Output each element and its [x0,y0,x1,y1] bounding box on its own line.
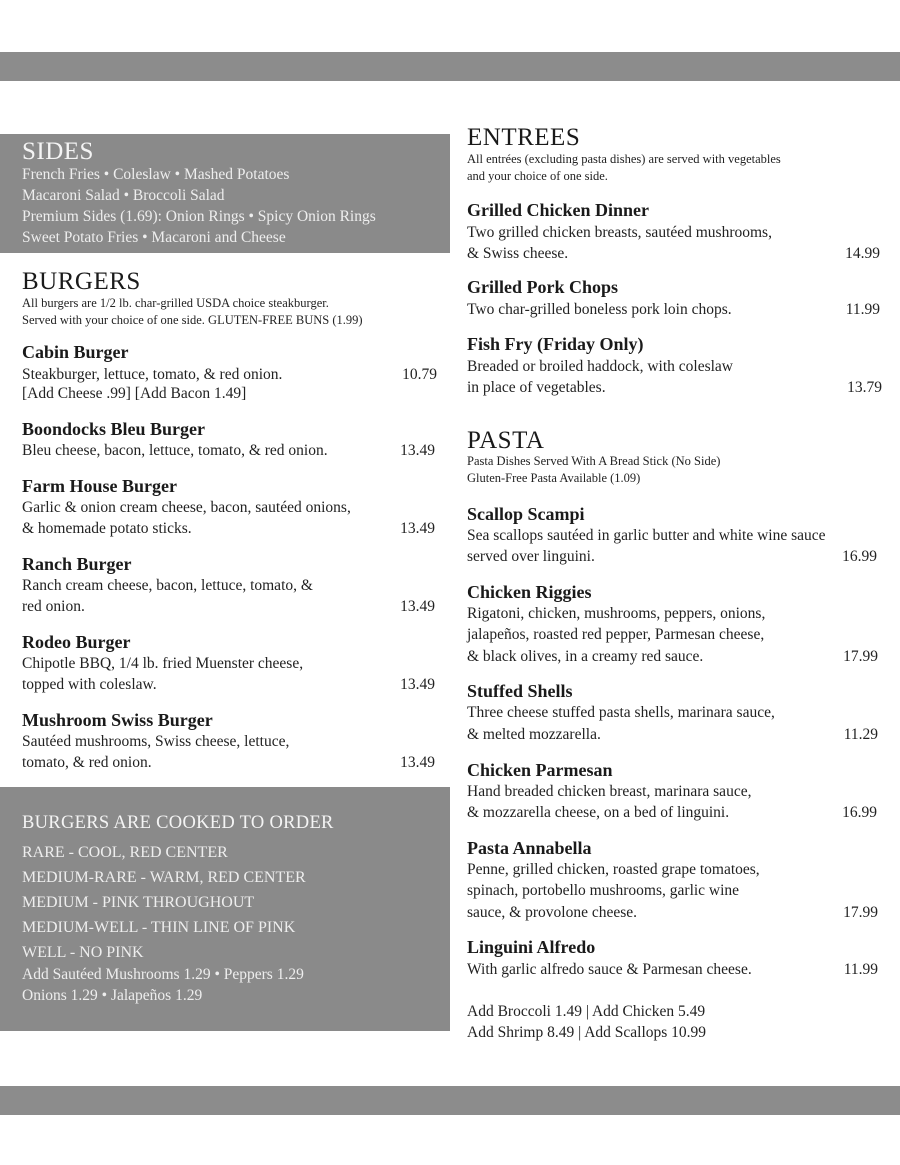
menu-item-desc: Garlic & onion cream cheese, bacon, sautéed onions, [22,499,351,516]
doneness-level: RARE - COOL, RED CENTER [22,844,228,861]
menu-item-desc: Breaded or broiled haddock, with coleslaw [467,358,733,375]
top-band [0,52,900,81]
menu-item-desc: Ranch cream cheese, bacon, lettuce, tomato, & [22,577,313,594]
pasta-note: Pasta Dishes Served With A Bread Stick (No Side) [467,454,721,468]
pasta-title: PASTA [467,427,545,454]
entrees-title: ENTREES [467,124,581,151]
entrees-note: and your choice of one side. [467,169,608,183]
pasta-addon: Add Broccoli 1.49 | Add Chicken 5.49 [467,1003,706,1020]
menu-item-name: Chicken Riggies [467,582,592,602]
cooked-to-order-panel [0,787,450,1031]
menu-item-name: Ranch Burger [22,554,132,574]
menu-item-desc: spinach, portobello mushrooms, garlic wine [467,882,740,899]
menu-item-name: Grilled Chicken Dinner [467,200,650,220]
menu-item-name: Pasta Annabella [467,838,592,858]
menu-item-name: Mushroom Swiss Burger [22,710,213,730]
sides-line: French Fries • Coleslaw • Mashed Potatoes [22,166,290,183]
menu-item-desc: Sautéed mushrooms, Swiss cheese, lettuce, [22,733,290,750]
menu-item-price: 13.49 [400,442,435,459]
entrees-note: All entrées (excluding pasta dishes) are served with vegetables [467,152,781,166]
menu-item-price: 16.99 [842,548,877,565]
menu-item-desc: Bleu cheese, bacon, lettuce, tomato, & red onion. [22,442,328,459]
menu-item-price: 13.49 [400,598,435,615]
menu-item-desc: in place of vegetables. [467,379,606,396]
menu-item-desc: & Swiss cheese. [467,245,569,262]
menu-item-name: Boondocks Bleu Burger [22,419,206,439]
menu-item-desc: Two grilled chicken breasts, sautéed mushrooms, [467,224,772,241]
menu-item-price: 11.99 [845,301,880,318]
doneness-level: MEDIUM-RARE - WARM, RED CENTER [22,869,306,886]
sides-title: SIDES [22,138,94,165]
menu-item-desc: jalapeños, roasted red pepper, Parmesan cheese, [467,626,765,643]
bottom-band [0,1086,900,1115]
menu-item-name: Cabin Burger [22,342,129,362]
burgers-title: BURGERS [22,268,141,295]
menu-item-desc: Sea scallops sautéed in garlic butter and white wine sauce [467,527,826,544]
menu-item-price: 16.99 [842,804,877,821]
menu-item-price: 13.79 [847,379,882,396]
menu-item-name: Scallop Scampi [467,504,585,524]
menu-item-desc: & homemade potato sticks. [22,520,192,537]
menu-item-name: Chicken Parmesan [467,760,613,780]
menu-item-desc: served over linguini. [467,548,595,565]
cooked-addon: Add Sautéed Mushrooms 1.29 • Peppers 1.29 [22,966,304,983]
sides-line: Premium Sides (1.69): Onion Rings • Spicy Onion Rings [22,208,376,225]
menu-item-desc: & black olives, in a creamy red sauce. [467,648,704,665]
menu-item-price: 17.99 [843,904,878,921]
menu-item-desc: topped with coleslaw. [22,676,157,693]
menu-item-name: Grilled Pork Chops [467,277,619,297]
menu-item-price: 17.99 [843,648,878,665]
menu-item-desc: Chipotle BBQ, 1/4 lb. fried Muenster cheese, [22,655,304,672]
menu-item-price: 13.49 [400,676,435,693]
menu-item-price: 14.99 [845,245,880,262]
doneness-level: WELL - NO PINK [22,944,144,961]
menu-item-price: 11.29 [843,726,878,743]
menu-item-desc: Steakburger, lettuce, tomato, & red onion. [22,366,283,383]
menu-item-name: Rodeo Burger [22,632,131,652]
menu-item-desc: sauce, & provolone cheese. [467,904,638,921]
menu-item-price: 10.79 [402,366,437,383]
menu-item-name: Linguini Alfredo [467,937,596,957]
menu-item-name: Fish Fry (Friday Only) [467,334,644,354]
doneness-level: MEDIUM - PINK THROUGHOUT [22,894,255,911]
menu-item-price: 13.49 [400,520,435,537]
menu-item-desc: tomato, & red onion. [22,754,152,771]
pasta-note: Gluten-Free Pasta Available (1.09) [467,471,641,485]
menu-item-desc: Penne, grilled chicken, roasted grape tomatoes, [467,861,760,878]
doneness-level: MEDIUM-WELL - THIN LINE OF PINK [22,919,296,936]
sides-line: Macaroni Salad • Broccoli Salad [22,187,225,204]
menu-item-desc: Hand breaded chicken breast, marinara sauce, [467,783,752,800]
menu-item-desc: & mozzarella cheese, on a bed of linguini. [467,804,730,821]
menu-item-desc: Three cheese stuffed pasta shells, marinara sauce, [467,704,775,721]
cooked-title: BURGERS ARE COOKED TO ORDER [22,813,334,833]
menu-item-desc: & melted mozzarella. [467,726,601,743]
menu-item-desc: red onion. [22,598,85,615]
burgers-note: All burgers are 1/2 lb. char-grilled USDA choice steakburger. [22,296,329,310]
menu-item-price: 11.99 [843,961,878,978]
menu-item-price: 13.49 [400,754,435,771]
sides-panel [0,134,450,253]
sides-line: Sweet Potato Fries • Macaroni and Cheese [22,229,286,246]
burgers-note: Served with your choice of one side. GLUTEN-FREE BUNS (1.99) [22,313,363,327]
menu-item-desc: [Add Cheese .99] [Add Bacon 1.49] [22,385,247,402]
menu-item-name: Farm House Burger [22,476,177,496]
menu-item-name: Stuffed Shells [467,681,573,701]
cooked-addon: Onions 1.29 • Jalapeños 1.29 [22,987,203,1004]
menu-item-desc: Rigatoni, chicken, mushrooms, peppers, onions, [467,605,766,622]
pasta-addon: Add Shrimp 8.49 | Add Scallops 10.99 [467,1024,707,1041]
menu-item-desc: Two char-grilled boneless pork loin chops. [467,301,732,318]
menu-item-desc: With garlic alfredo sauce & Parmesan cheese. [467,961,752,978]
